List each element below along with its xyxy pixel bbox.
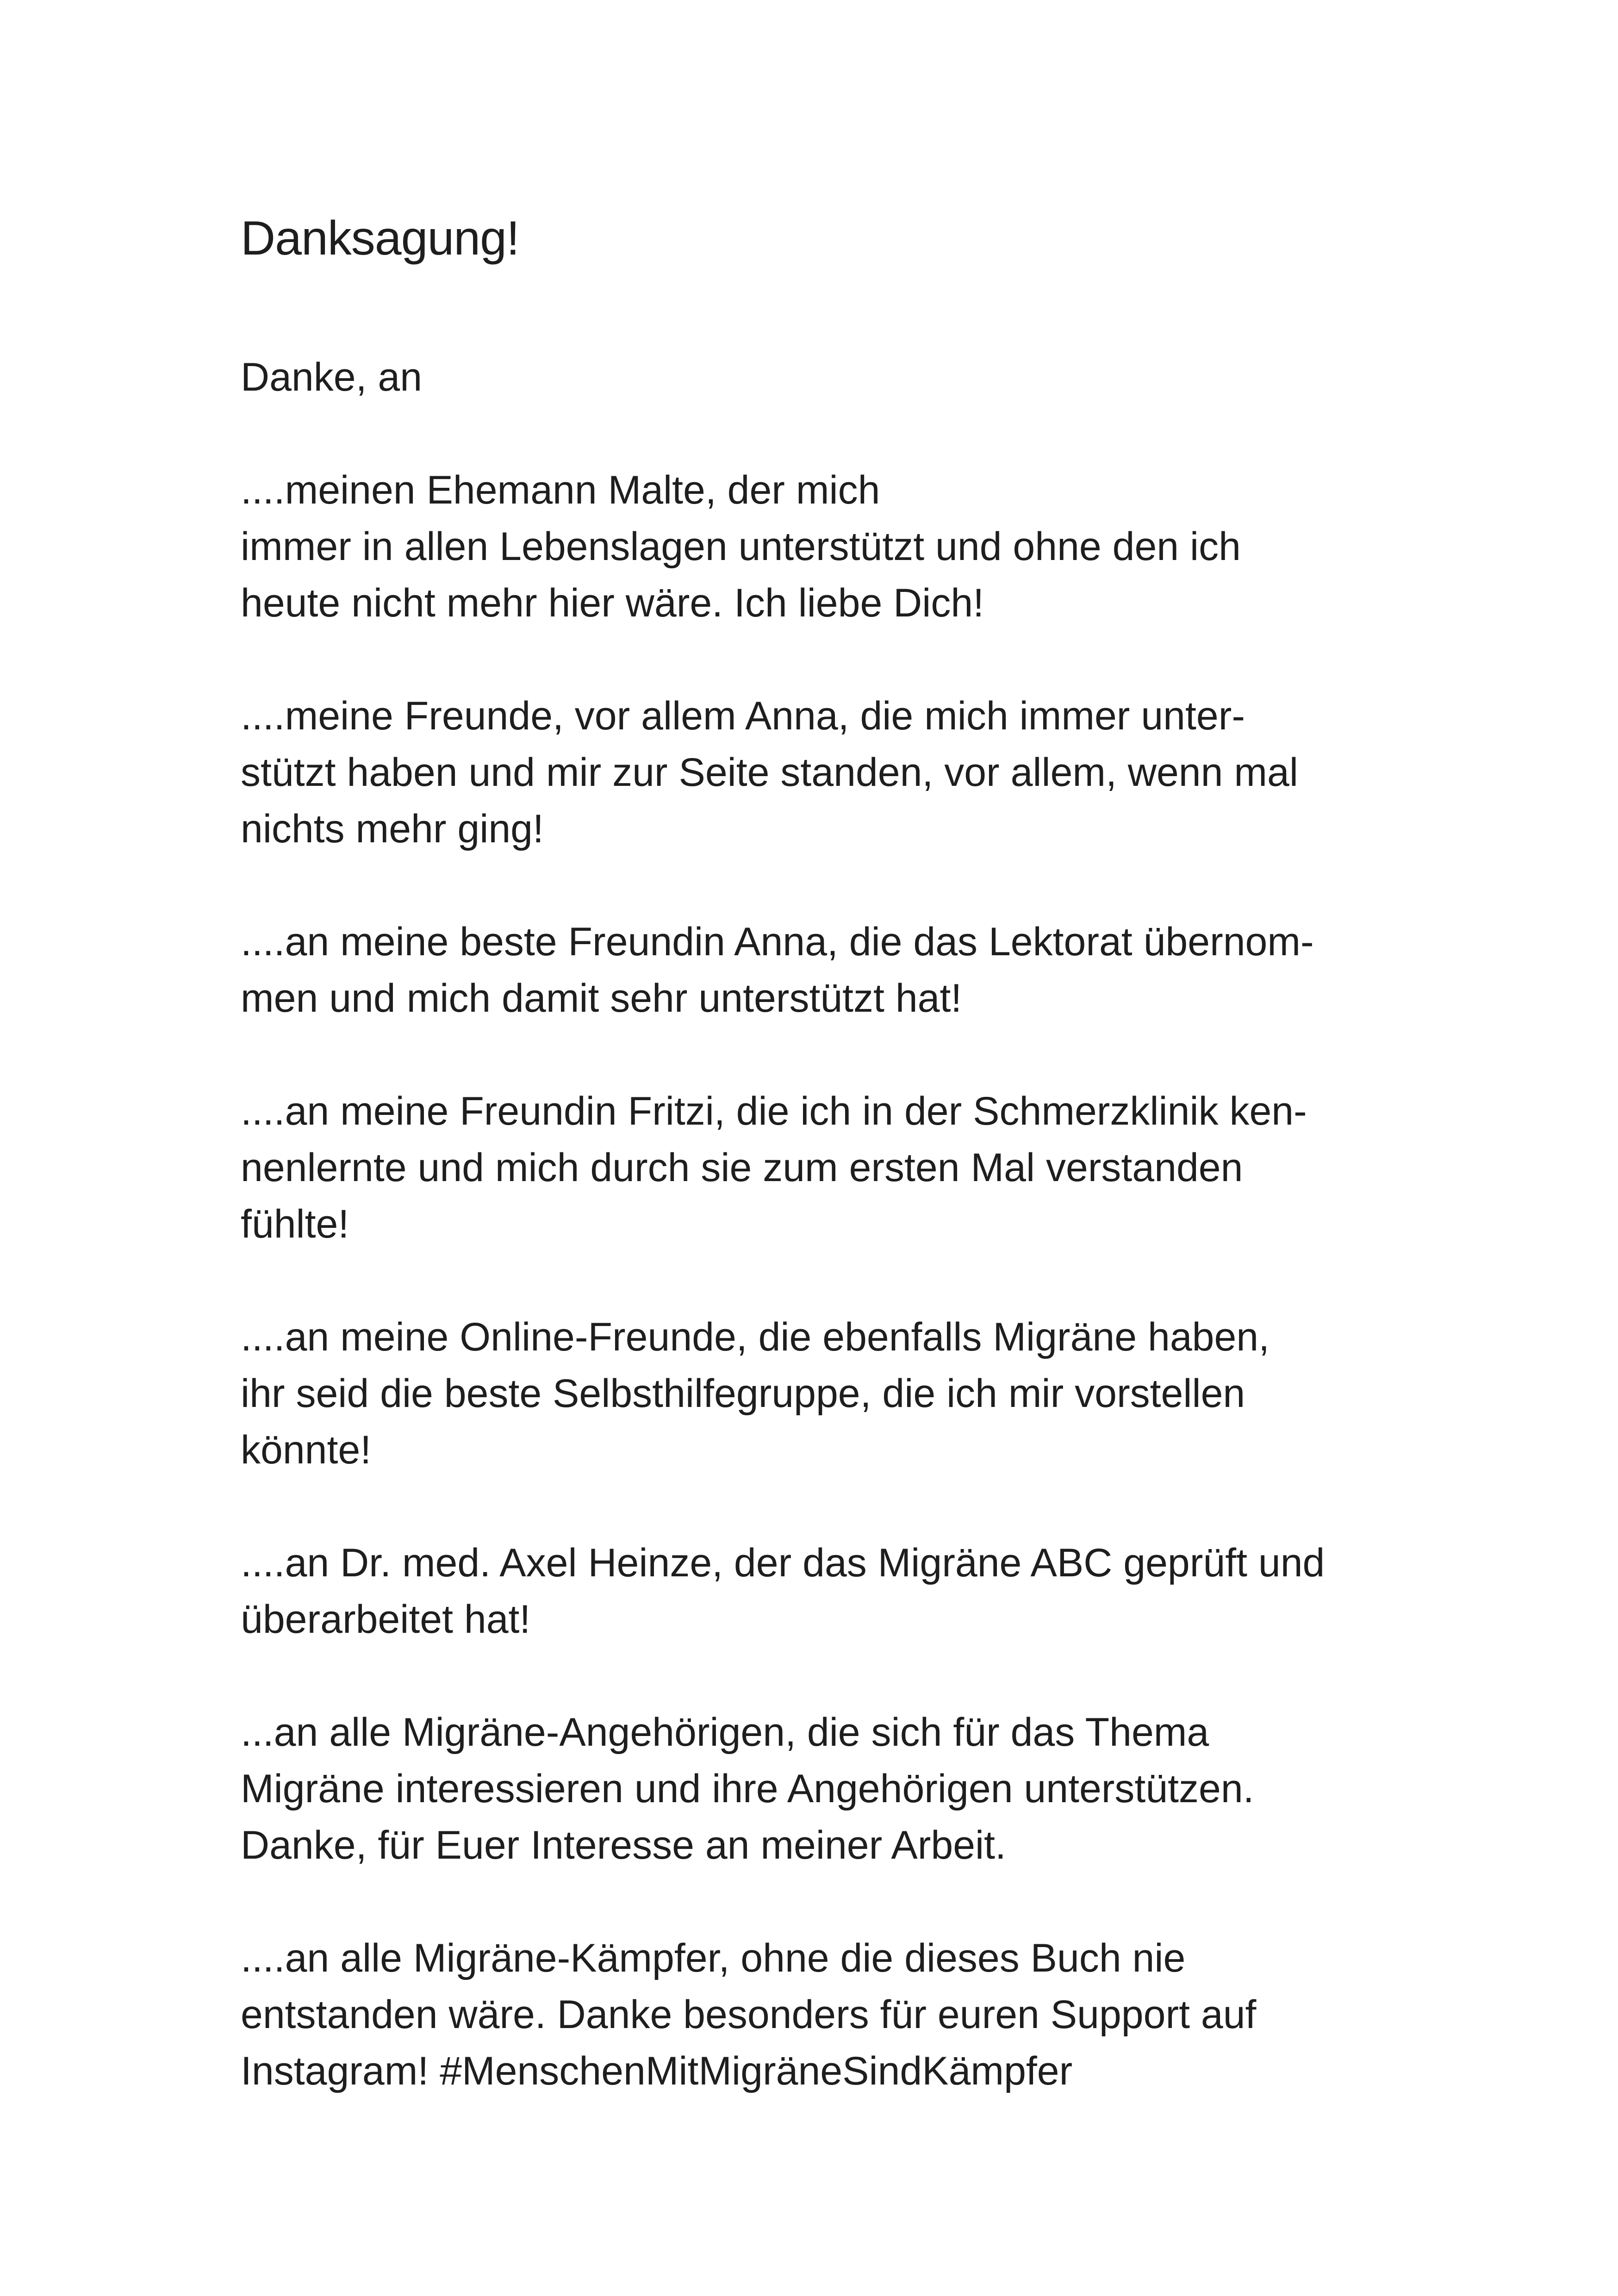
text-line: men und mich damit sehr unterstützt hat! xyxy=(241,976,962,1020)
text-line: ....meine Freunde, vor allem Anna, die mich immer unter- xyxy=(241,694,1245,738)
paragraph-friends xyxy=(241,688,1453,857)
text-line: fühlte! xyxy=(241,1202,349,1246)
paragraph-husband xyxy=(241,462,1453,631)
text-line: nenlernte und mich durch sie zum ersten Mal verstanden xyxy=(241,1145,1243,1190)
paragraph-online-friends xyxy=(241,1309,1453,1478)
page-title: Danksagung! xyxy=(241,212,519,265)
text-line: ....an Dr. med. Axel Heinze, der das Migräne ABC geprüft und xyxy=(241,1541,1325,1585)
text-line: ihr seid die beste Selbsthilfegruppe, die ich mir vorstellen xyxy=(241,1371,1245,1416)
text-line: Instagram! #MenschenMitMigräneSindKämpfer xyxy=(241,2049,1073,2093)
paragraph-doctor xyxy=(241,1535,1453,1648)
paragraph-relatives xyxy=(241,1704,1453,1873)
text-line: immer in allen Lebenslagen unterstützt und ohne den ich xyxy=(241,524,1241,569)
text-line: überarbeitet hat! xyxy=(241,1597,531,1642)
paragraph-best-friend xyxy=(241,914,1453,1027)
paragraph-fighters xyxy=(241,1930,1453,2099)
text-line: ....an meine beste Freundin Anna, die das Lektorat übernom- xyxy=(241,920,1314,964)
text-line: könnte! xyxy=(241,1428,372,1472)
text-line: Danke, für Euer Interesse an meiner Arbeit. xyxy=(241,1823,1006,1867)
text-line: ....an meine Freundin Fritzi, die ich in der Schmerzklinik ken- xyxy=(241,1089,1307,1133)
text-line: ...an alle Migräne-Angehörigen, die sich für das Thema xyxy=(241,1710,1209,1755)
text-line: ....an meine Online-Freunde, die ebenfalls Migräne haben, xyxy=(241,1315,1270,1359)
text-line: heute nicht mehr hier wäre. Ich liebe Dich! xyxy=(241,581,984,625)
text-line: Migräne interessieren und ihre Angehörigen unterstützen. xyxy=(241,1767,1254,1811)
paragraph-fritzi xyxy=(241,1083,1453,1252)
text-line: ....meinen Ehemann Malte, der mich xyxy=(241,468,880,512)
text-line: entstanden wäre. Danke besonders für euren Support auf xyxy=(241,1992,1257,2037)
text-line: nichts mehr ging! xyxy=(241,807,544,851)
text-column xyxy=(241,204,1453,2099)
text-line: ....an alle Migräne-Kämpfer, ohne die dieses Buch nie xyxy=(241,1936,1186,1980)
text-line: stützt haben und mir zur Seite standen, vor allem, wenn mal xyxy=(241,750,1298,795)
salutation: Danke, an xyxy=(241,355,423,399)
